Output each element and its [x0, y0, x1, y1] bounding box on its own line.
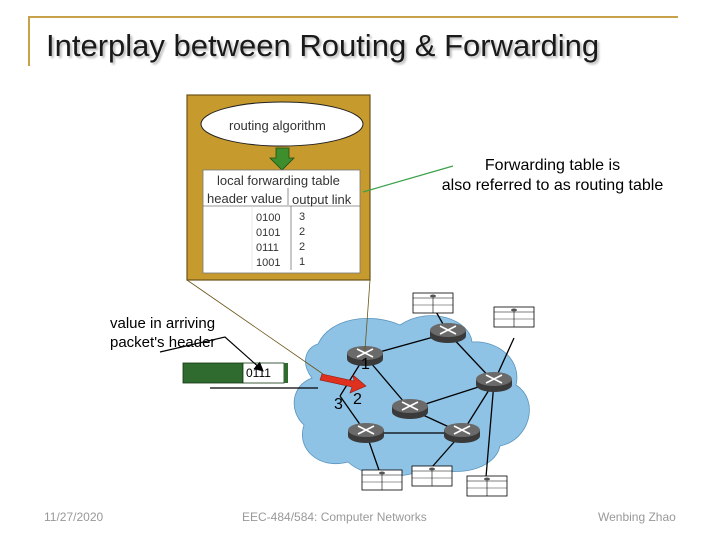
- host-table-icon-top: [413, 293, 453, 313]
- network-cloud: [294, 316, 529, 477]
- port-label-2: 2: [353, 391, 362, 408]
- arriving-packet: [183, 363, 288, 383]
- row-header-value: 0101: [256, 227, 281, 239]
- router-icon-upper-right: [430, 323, 466, 343]
- output-link-column: output link: [292, 192, 352, 207]
- packet-header-value: 0111: [246, 366, 271, 380]
- row-header-value: 1001: [256, 257, 281, 269]
- footer-date: 11/27/2020: [44, 510, 104, 524]
- forwarding-note: [425, 156, 680, 196]
- port-label-1: 1: [361, 356, 370, 373]
- arriving-label-line-1: value in arriving: [110, 315, 216, 332]
- footer-course: EEC-484/584: Computer Networks: [242, 510, 427, 524]
- port-label-3: 3: [334, 396, 343, 413]
- router-icon-bottom-left: [348, 423, 384, 443]
- host-table-icon-right: [494, 307, 534, 327]
- footer-author: Wenbing Zhao: [598, 510, 676, 524]
- row-header-value: 0100: [256, 212, 281, 224]
- row-header-value: 0111: [256, 242, 279, 254]
- arriving-label-line-2: packet's header: [110, 334, 216, 351]
- table-row: [256, 211, 280, 225]
- routing-algorithm-label: routing algorithm: [229, 118, 326, 133]
- row-output-link: 2: [299, 241, 306, 253]
- header-value-column: header value: [207, 191, 283, 206]
- host-table-icon-bottom-left: [362, 470, 402, 490]
- table-row: [256, 241, 279, 255]
- router-icon-right: [476, 372, 512, 392]
- arriving-header-label: [110, 314, 215, 352]
- table-row: [256, 226, 280, 240]
- host-table-icon-bottom-center: [412, 466, 452, 486]
- table-row: [256, 256, 280, 270]
- note-line-1: Forwarding table is: [484, 157, 621, 174]
- router-icon-center: [392, 399, 428, 419]
- row-output-link: 1: [299, 256, 306, 268]
- host-table-icon-bottom-right: [467, 476, 507, 496]
- slide-title: Interplay between Routing & Forwarding: [46, 28, 600, 63]
- note-line-2: also referred to as routing table: [441, 177, 664, 194]
- router-icon-bottom-right: [444, 423, 480, 443]
- row-output-link: 3: [299, 211, 306, 223]
- forwarding-table-title: local forwarding table: [217, 173, 340, 188]
- row-output-link: 2: [299, 226, 306, 238]
